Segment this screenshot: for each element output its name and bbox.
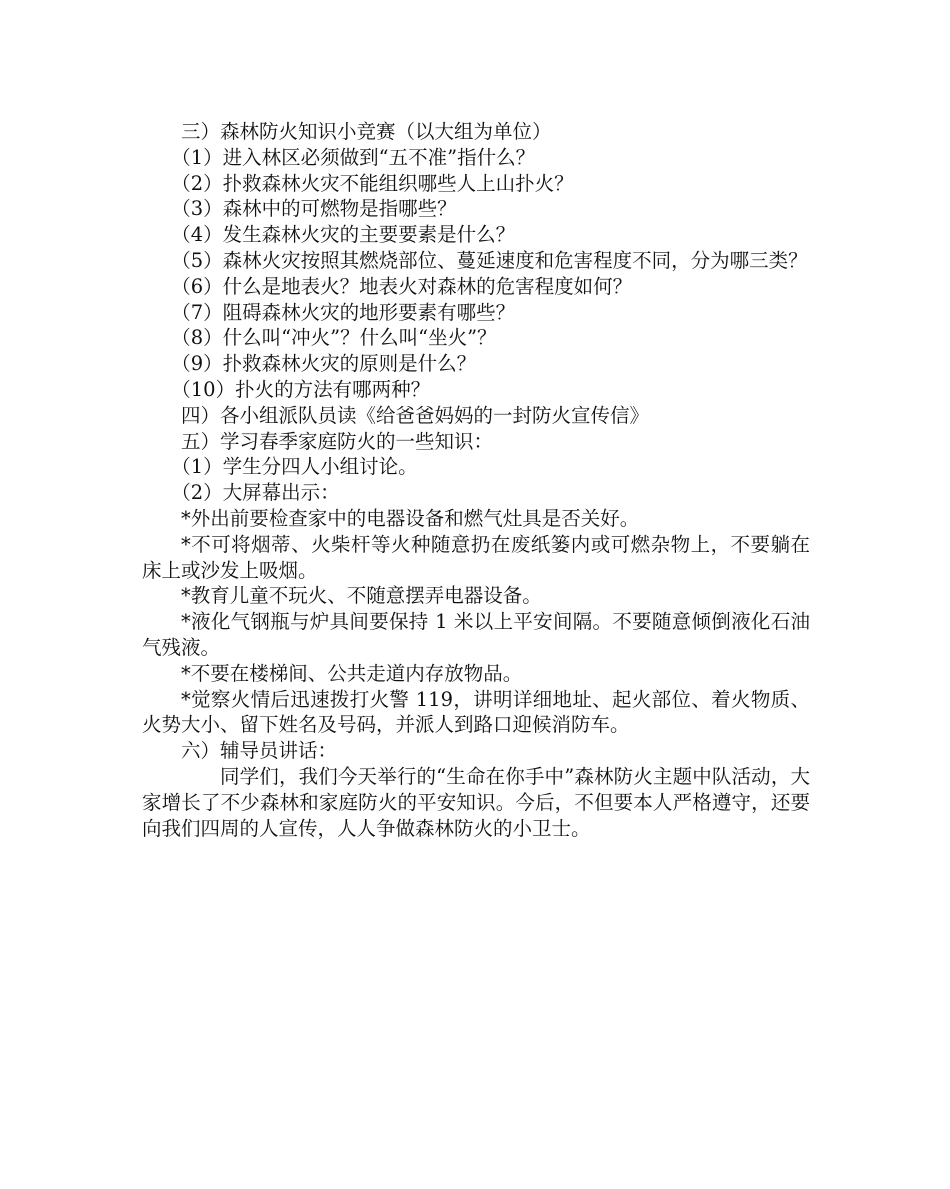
quiz-question: （8）什么叫“冲火”？什么叫“坐火”？ bbox=[171, 326, 497, 350]
section-heading-speech: 六）辅导员讲话： bbox=[181, 739, 338, 763]
safety-tip: *教育儿童不玩火、不随意摆弄电器设备。 bbox=[181, 584, 542, 608]
quiz-question: （1）进入林区必须做到“五不准”指什么？ bbox=[171, 145, 536, 169]
speech-paragraph: 同学们，我们今天举行的“生命在你手中”森林防火主题中队活动，大家增长了不少森林和家庭防火的平安知识。今后，不但要本人严格遵守，还要向我们四周的人宣传，人人争做森林防火的小卫士。 bbox=[142, 764, 810, 840]
quiz-question: （7）阻碍森林火灾的地形要素有哪些？ bbox=[171, 300, 516, 324]
section-heading-quiz: 三）森林防火知识小竞赛（以大组为单位） bbox=[181, 120, 552, 143]
quiz-question: （5）森林火灾按照其燃烧部位、蔓延速度和危害程度不同，分为哪三类？ bbox=[171, 248, 808, 272]
safety-tip: *觉察火情后迅速拨打火警 119，讲明详细地址、起火部位、着火物质、火势大小、留下姓名及号码，并派人到路口迎候消防车。 bbox=[142, 687, 810, 737]
safety-tip: *外出前要检查家中的电器设备和燃气灶具是否关好。 bbox=[181, 506, 640, 530]
quiz-question: （2）扑救森林火灾不能组织哪些人上山扑火？ bbox=[171, 171, 574, 195]
section-heading-letter: 四）各小组派队员读《给爸爸妈妈的一封防火宣传信》 bbox=[181, 403, 650, 427]
quiz-question: （10）扑火的方法有哪两种？ bbox=[171, 377, 431, 401]
document-body bbox=[142, 119, 810, 841]
section-heading-home-fire: 五）学习春季家庭防火的一些知识： bbox=[181, 429, 494, 453]
safety-tip: *不可将烟蒂、火柴杆等火种随意扔在废纸篓内或可燃杂物上，不要躺在床上或沙发上吸烟。 bbox=[142, 532, 810, 582]
activity-step: （2）大屏幕出示： bbox=[171, 481, 340, 505]
quiz-question: （9）扑救森林火灾的原则是什么？ bbox=[171, 352, 477, 376]
quiz-question: （3）森林中的可燃物是指哪些？ bbox=[171, 197, 457, 221]
safety-tip: *不要在楼梯间、公共走道内存放物品。 bbox=[181, 661, 523, 685]
activity-step: （1）学生分四人小组讨论。 bbox=[171, 455, 418, 479]
safety-tip: *液化气钢瓶与炉具间要保持 1 米以上平安间隔。不要随意倾倒液化石油气残液。 bbox=[142, 610, 810, 659]
quiz-question: （6）什么是地表火？地表火对森林的危害程度如何？ bbox=[171, 274, 633, 298]
quiz-question: （4）发生森林火灾的主要要素是什么？ bbox=[171, 223, 516, 247]
